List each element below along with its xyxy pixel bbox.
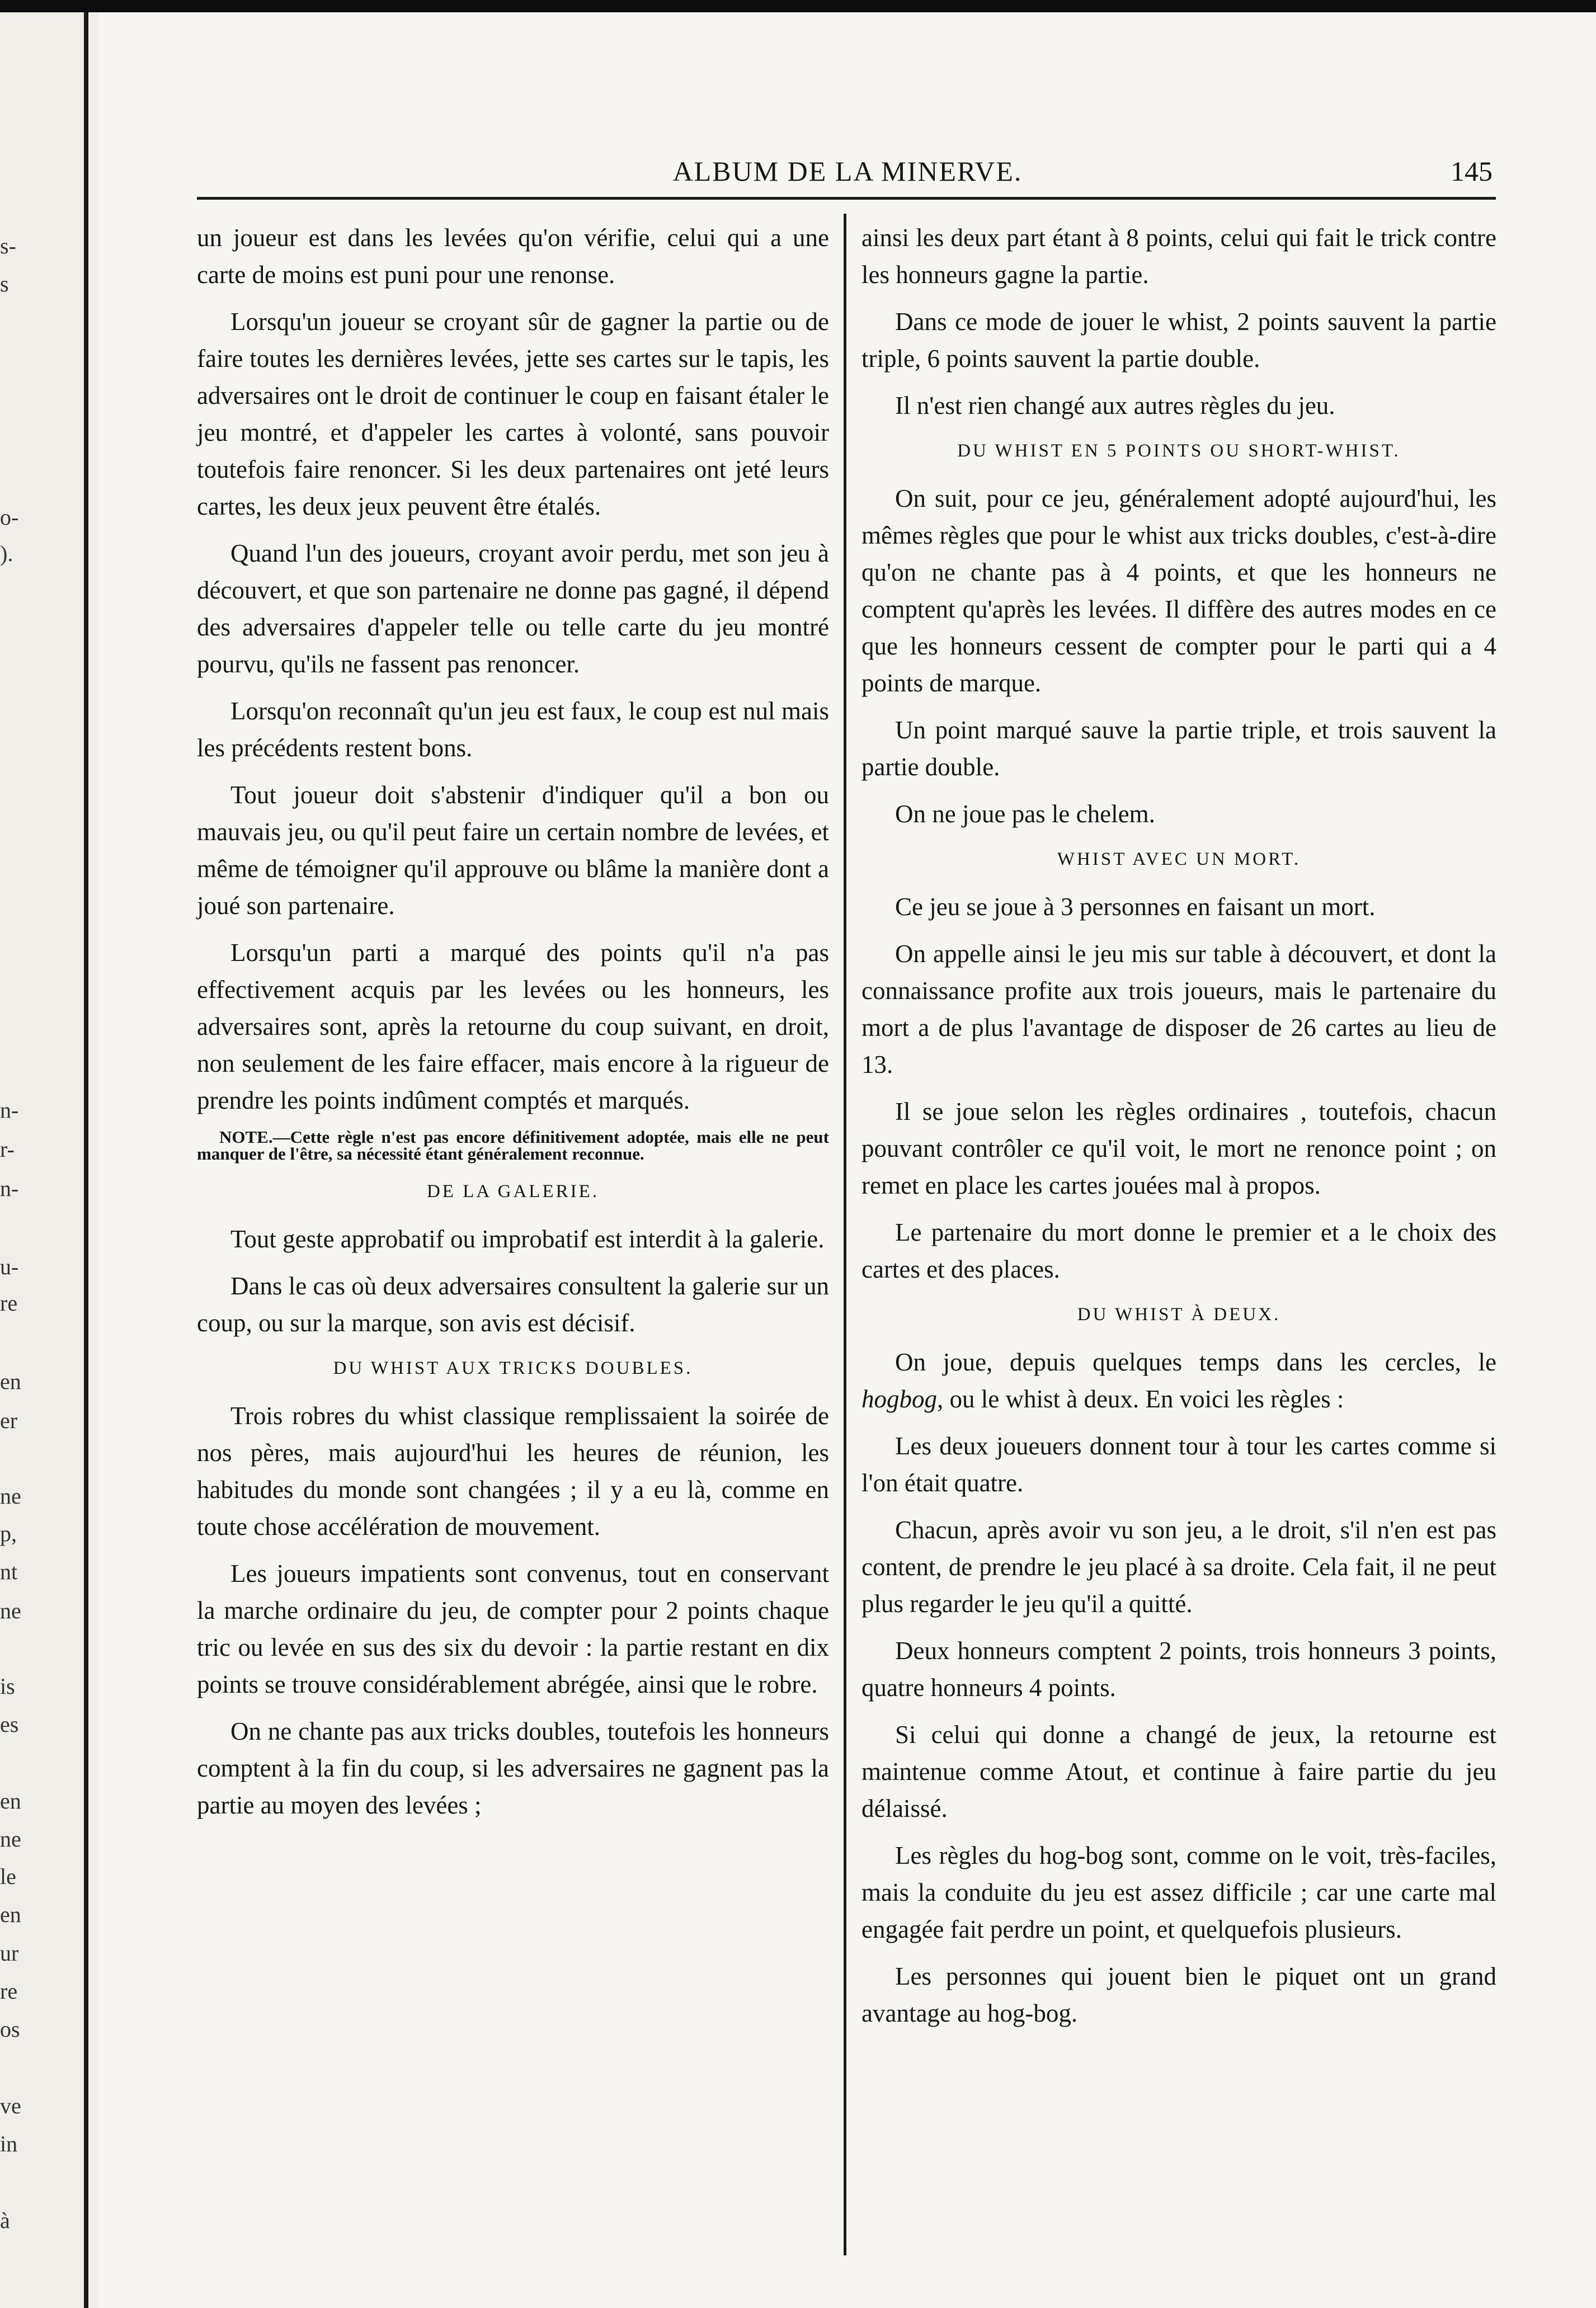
facing-page-fragment: re bbox=[0, 1290, 18, 1316]
paragraph: Lorsqu'un parti a marqué des points qu'il n'a pas effectivement acquis par les levées ou les honneurs, les adversaires sont, après la retourne du coup suivant, en droit, non seulement de les faire effacer, mais encore à la rigueur de prendre les points indûment comptés et marqués. bbox=[197, 939, 829, 1114]
facing-page-fragment: s bbox=[0, 271, 9, 296]
facing-page-fragment: nt bbox=[0, 1559, 18, 1584]
facing-page-fragment: le bbox=[0, 1864, 16, 1889]
paragraph: Lorsqu'un joueur se croyant sûr de gagner la partie ou de faire toutes les dernières levées, jette ses cartes sur le tapis, les adversaires ont le droit de continuer le coup en faisant étaler le jeu montré, et d'appeler les cartes à volonté, sans pouvoir toutefois faire renoncer. Si les deux partenaires ont jeté leurs cartes, les deux jeux peuvent être étalés. bbox=[197, 308, 829, 520]
facing-page-fragment: p, bbox=[0, 1521, 17, 1546]
text-run: On joue, depuis quelques temps dans les cercles, le bbox=[895, 1348, 1496, 1376]
page-header bbox=[196, 154, 1499, 199]
paragraph: On ne chante pas aux tricks doubles, toutefois les honneurs comptent à la fin du coup, si les adversaires ne gagnent pas la partie au moyen des levées ; bbox=[197, 1717, 829, 1819]
facing-page-fragment: en bbox=[0, 1902, 21, 1927]
paragraph: un joueur est dans les levées qu'on vérifie, celui qui a une carte de moins est puni pour une renonse. bbox=[197, 224, 829, 289]
paragraph: Les règles du hog-bog sont, comme on le voit, très-faciles, mais la conduite du jeu est assez difficile ; car une carte mal engagée fait perdre un point, et quelquefois plusieurs. bbox=[861, 1841, 1496, 1943]
section-heading-short-whist: DU WHIST EN 5 POINTS OU SHORT-WHIST. bbox=[957, 441, 1401, 461]
facing-page-fragment: ne bbox=[0, 1826, 21, 1852]
paragraph: Si celui qui donne a changé de jeux, la retourne est maintenue comme Atout, et continue à faire partie du jeu délaissé. bbox=[861, 1721, 1496, 1822]
paragraph: Deux honneurs comptent 2 points, trois honneurs 3 points, quatre honneurs 4 points. bbox=[861, 1637, 1496, 1702]
facing-page-fragment: ). bbox=[0, 541, 13, 566]
page-number: 145 bbox=[1451, 156, 1493, 187]
paragraph: Tout geste approbatif ou improbatif est interdit à la galerie. bbox=[230, 1225, 825, 1253]
paragraph: Les joueurs impatients sont convenus, tout en conservant la marche ordinaire du jeu, de compter pour 2 points chaque tric ou levée en sus des six du devoir : la partie restant en dix points se trouve considérablement abrégée, ainsi que le robre. bbox=[197, 1560, 829, 1698]
paragraph: Lorsqu'on reconnaît qu'un jeu est faux, le coup est nul mais les précédents restent bons. bbox=[197, 697, 829, 762]
facing-page-fragment: r- bbox=[0, 1137, 15, 1162]
facing-page-fragment: os bbox=[0, 2017, 20, 2042]
facing-page-fragment: ne bbox=[0, 1598, 21, 1623]
text-run: , ou le whist à deux. En voici les règles : bbox=[937, 1385, 1344, 1413]
column-divider bbox=[844, 214, 846, 2255]
facing-page-fragment: re bbox=[0, 1979, 18, 2004]
paragraph: Les personnes qui jouent bien le piquet ont un grand avantage au hog-bog. bbox=[861, 1962, 1496, 2027]
facing-page-fragment: n- bbox=[0, 1098, 19, 1123]
footnote: NOTE.—Cette règle n'est pas encore définitivement adoptée, mais elle ne peut manquer de l'être, sa nécessité étant généralement reconnue. bbox=[197, 1127, 829, 1164]
paragraph: On appelle ainsi le jeu mis sur table à découvert, et dont la connaissance profite aux trois joueurs, mais le partenaire du mort a de plus l'avantage de disposer de 26 cartes au lieu de 13. bbox=[861, 940, 1496, 1078]
paragraph: Le partenaire du mort donne le premier et a le choix des cartes et des places. bbox=[861, 1218, 1496, 1283]
top-border bbox=[0, 0, 1596, 12]
right-column bbox=[861, 219, 1496, 2042]
paragraph: ainsi les deux part étant à 8 points, celui qui fait le trick contre les honneurs gagne la partie. bbox=[861, 224, 1496, 289]
facing-page-fragment: n- bbox=[0, 1176, 19, 1201]
facing-page-fragment: is bbox=[0, 1674, 15, 1699]
facing-page-fragment: o- bbox=[0, 505, 19, 530]
facing-page-fragment: ur bbox=[0, 1940, 19, 1966]
facing-page-fragment: à bbox=[0, 2208, 10, 2233]
italic-term: hogbog bbox=[861, 1385, 937, 1413]
paragraph: Quand l'un des joueurs, croyant avoir perdu, met son jeu à découvert, et que son partenaire ne donne pas gagné, il dépend des adversaires d'appeler telle ou telle carte du jeu montré pourvu, qu'ils ne fassent pas renoncer. bbox=[197, 539, 829, 678]
facing-page-fragment: er bbox=[0, 1408, 18, 1433]
paragraph: Dans le cas où deux adversaires consultent la galerie sur un coup, ou sur la marque, son avis est décisif. bbox=[197, 1272, 829, 1337]
facing-page-fragment: in bbox=[0, 2131, 18, 2156]
paragraph: On ne joue pas le chelem. bbox=[895, 800, 1155, 828]
section-heading-tricks-doubles: DU WHIST AUX TRICKS DOUBLES. bbox=[333, 1358, 693, 1378]
facing-page-fragment: en bbox=[0, 1369, 21, 1394]
paragraph: Dans ce mode de jouer le whist, 2 points sauvent la partie triple, 6 points sauvent la partie double. bbox=[861, 308, 1496, 373]
running-title: ALBUM DE LA MINERVE. bbox=[672, 156, 1023, 187]
left-column bbox=[197, 219, 829, 1834]
paragraph: Tout joueur doit s'abstenir d'indiquer qu'il a bon ou mauvais jeu, ou qu'il peut faire un certain nombre de levées, et même de témoigner qu'il approuve ou blâme la manière dont a joué son partenaire. bbox=[197, 781, 829, 920]
page-edge-line bbox=[84, 12, 88, 2308]
paragraph: Il se joue selon les règles ordinaires , toutefois, chacun pouvant contrôler ce qu'il voit, le mort ne renonce point ; on remet en place les cartes jouées mal à propos. bbox=[861, 1098, 1496, 1199]
section-heading-whist-mort: WHIST AVEC UN MORT. bbox=[1057, 849, 1301, 869]
section-heading-whist-deux: DU WHIST À DEUX. bbox=[1077, 1304, 1281, 1325]
paragraph bbox=[861, 1344, 1496, 1417]
paragraph: Il n'est rien changé aux autres règles du jeu. bbox=[895, 392, 1335, 420]
section-heading-galerie: DE LA GALERIE. bbox=[426, 1181, 600, 1202]
facing-page-fragment: ne bbox=[0, 1483, 21, 1509]
paragraph: Trois robres du whist classique remplissaient la soirée de nos pères, mais aujourd'hui les heures de réunion, les habitudes du monde sont changées ; il y a eu là, comme en toute chose accélération de mouvement. bbox=[197, 1402, 829, 1541]
facing-page-fragment: u- bbox=[0, 1254, 19, 1279]
facing-page-fragment: s- bbox=[0, 233, 16, 258]
paragraph: Les deux joueuers donnent tour à tour les cartes comme si l'on était quatre. bbox=[861, 1432, 1496, 1497]
facing-page-fragment: en bbox=[0, 1788, 21, 1814]
facing-page-fragment: ve bbox=[0, 2093, 21, 2118]
facing-page-fragment: es bbox=[0, 1712, 19, 1737]
header-rule bbox=[197, 197, 1496, 200]
paragraph: Ce jeu se joue à 3 personnes en faisant un mort. bbox=[895, 893, 1376, 921]
paragraph: On suit, pour ce jeu, généralement adopté aujourd'hui, les mêmes règles que pour le whist aux tricks doubles, c'est-à-dire qu'on ne chante pas à 4 points, et que les honneurs ne comptent qu'après les levées. Il diffère des autres modes en ce que les honneurs cessent de compter pour le parti qui a 4 points de marque. bbox=[861, 484, 1496, 697]
paragraph: Un point marqué sauve la partie triple, et trois sauvent la partie double. bbox=[861, 716, 1496, 781]
paragraph: Chacun, après avoir vu son jeu, a le droit, s'il n'en est pas content, de prendre le jeu placé à sa droite. Cela fait, il ne peut plus regarder le jeu qu'il a quitté. bbox=[861, 1516, 1496, 1618]
